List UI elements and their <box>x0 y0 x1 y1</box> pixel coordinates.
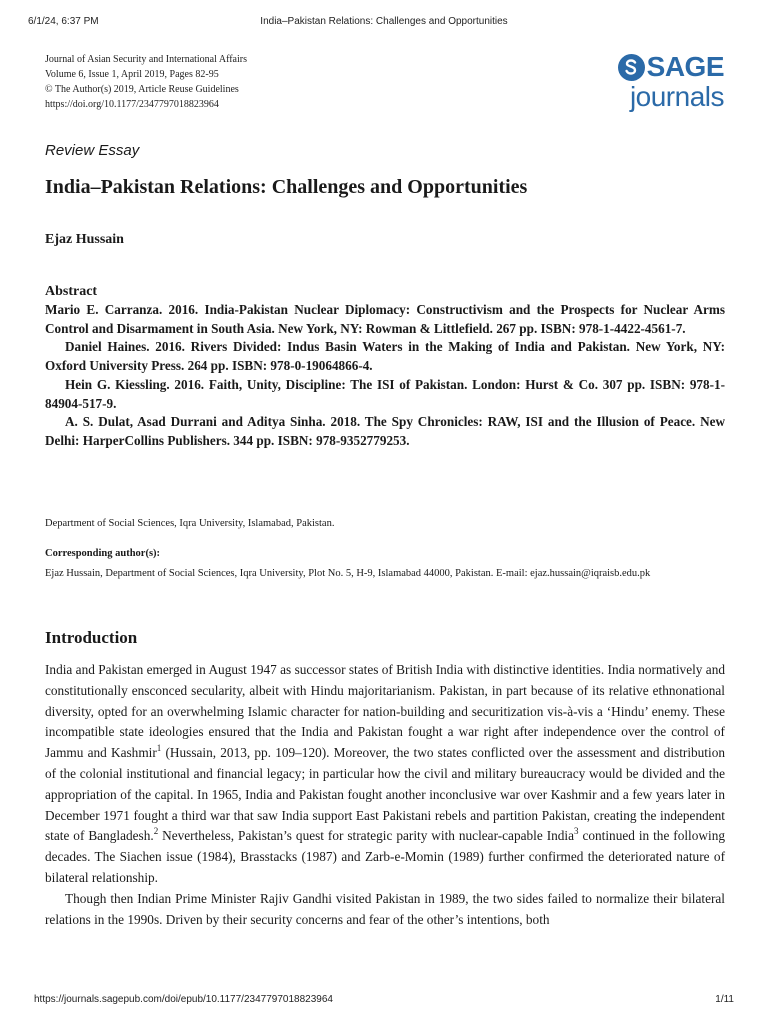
journal-name: Journal of Asian Security and International Affairs <box>45 54 247 65</box>
footnote-ref-2[interactable]: 2 <box>153 825 159 836</box>
print-url: https://journals.sagepub.com/doi/epub/10.1177/2347797018823964 <box>34 994 333 1005</box>
abstract-entry: A. S. Dulat, Asad Durrani and Aditya Sinha. 2018. The Spy Chronicles: RAW, ISI and the Illusion of Peace. New Delhi: HarperCollins Publishers. 344 pp. ISBN: 978-9352779253. <box>45 414 725 448</box>
sage-badge-icon <box>618 54 645 81</box>
footnote-ref-1[interactable]: 1 <box>156 742 162 753</box>
print-page-number: 1/11 <box>715 994 734 1005</box>
abstract-heading: Abstract <box>45 284 98 299</box>
corresponding-details: Ejaz Hussain, Department of Social Sciences, Iqra University, Plot No. 5, H-9, Islamabad 44000, Pakistan. E-mail: ejaz.hussain@iqraisb.edu.pk <box>45 568 651 579</box>
abstract-entry: Daniel Haines. 2016. Rivers Divided: Indus Basin Waters in the Making of India and Pakistan. New York, NY: Oxford University Press. 264 pp. ISBN: 978-0-19064866-4. <box>45 339 725 374</box>
abstract-body <box>45 301 725 451</box>
text-run: continued in the following decades. The Siachen issue (1984), Brasstacks (1987) and Zarb-e-Momin (1989) further confirmed the deteriorated nature of bilateral relationship. <box>45 828 725 885</box>
journal-doi-link[interactable]: https://doi.org/10.1177/2347797018823964 <box>45 99 219 110</box>
print-header <box>28 16 740 30</box>
print-datetime: 6/1/24, 6:37 PM <box>28 16 99 27</box>
logo-brand: SAGE <box>646 51 724 82</box>
article-title: India–Pakistan Relations: Challenges and Opportunities <box>45 176 528 198</box>
text-run: (Hussain, 2013, pp. 109–120). Moreover, the two states conflicted over the assessment and distribution of the colonial institutional and financial legacy; in particular how the civil and military bureaucracy would be divided and the appropriation of the capital. In 1965, India and Pakistan fought another inconclusive war over Kashmir and a few years later in December 1971 fought a third war that saw India support East Pakistani rebels and partition Pakistan, creating the independent state of Bangladesh. <box>45 745 725 844</box>
introduction-body <box>45 660 725 930</box>
article-author: Ejaz Hussain <box>45 232 124 247</box>
article-type: Review Essay <box>45 142 140 159</box>
text-run: India and Pakistan emerged in August 1947 as successor states of British India with distinctive identities. India normatively and constitutionally ensconced secularity, albeit with Hindu majoritarianism. Pakistan, in part because of its relative ethnonational diversity, opted for an overwhelming Islamic character for nation-building and securitization vis-à-vis a ‘Hindu’ enemy. These incompatible state ideologies ensured that the India and Pakistan fought a war right after independence over the control of Jammu and Kashmir <box>45 662 725 761</box>
journal-copyright: © The Author(s) 2019, Article Reuse Guidelines <box>45 84 239 95</box>
author-affiliation: Department of Social Sciences, Iqra University, Islamabad, Pakistan. <box>45 518 335 529</box>
corresponding-heading: Corresponding author(s): <box>45 548 161 559</box>
footnote-ref-3[interactable]: 3 <box>574 825 579 836</box>
abstract-entry: Hein G. Kiessling. 2016. Faith, Unity, Discipline: The ISI of Pakistan. London: Hurst & Co. 307 pp. ISBN: 978-1-84904-517-9. <box>45 376 725 411</box>
journal-meta <box>45 52 465 112</box>
abstract-entry: Mario E. Carranza. 2016. India-Pakistan Nuclear Diplomacy: Constructivism and the Prospects for Nuclear Arms Control and Disarmament in South Asia. New York, NY: Rowman & Littlefield. 267 pp. ISBN: 978-1-4422-4561-7. <box>45 302 725 336</box>
paragraph <box>45 660 725 889</box>
text-run: Nevertheless, Pakistan’s quest for strategic parity with nuclear-capable India <box>158 828 575 844</box>
print-page-title: India–Pakistan Relations: Challenges and Opportunities <box>260 16 508 27</box>
logo-sub: journals <box>629 81 724 112</box>
paragraph: Though then Indian Prime Minister Rajiv Gandhi visited Pakistan in 1989, the two sides failed to normalize their bilateral relations in the 1990s. Driven by their security concerns and fear of the other’s intentions, both <box>45 890 725 927</box>
print-footer <box>34 994 734 1008</box>
sage-journals-logo <box>614 50 724 116</box>
journal-volume: Volume 6, Issue 1, April 2019, Pages 82-95 <box>45 69 219 80</box>
section-heading-introduction: Introduction <box>45 628 138 647</box>
